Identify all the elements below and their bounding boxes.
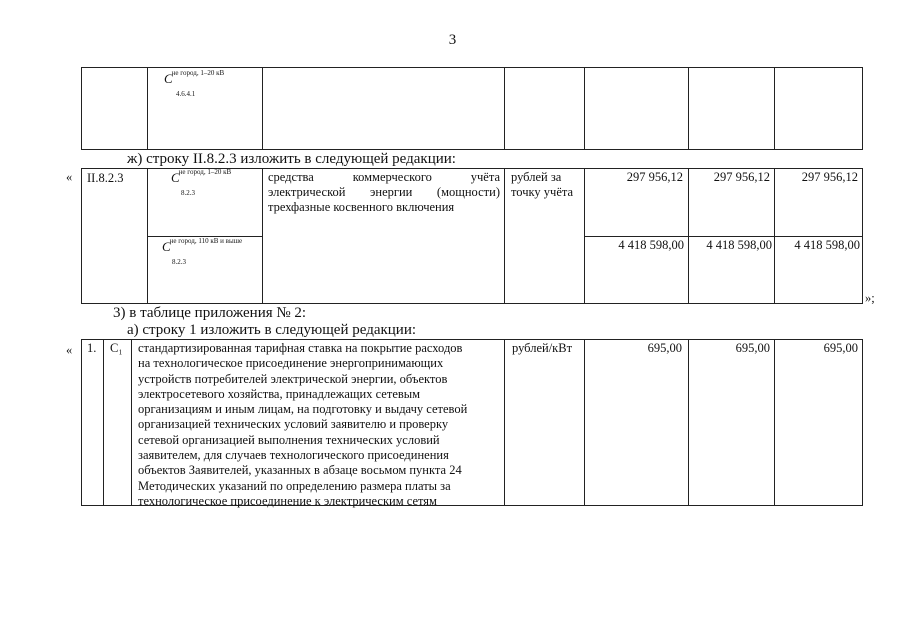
value-cell: 4 418 598,00 bbox=[618, 238, 684, 252]
rate-description: стандартизированная тарифная ставка на покрытие расходов на технологическое присоединение энергопринимающих устройств потребителей электрической энергии, объектов электросетевого хозяйства, принадлежащих сетевым организациям и иным лицам, на подготовку и выдачу сетевой организацией технических условий заявителю и проверку сетевой организацией выполнения технических условий заявителем, для случаев технологического присоединения объектов Заявителей, указанных в абзаце восьмом пункта 24 Методических указаний по определению размера платы за технологическое присоединение к электрическим сетям bbox=[138, 341, 468, 508]
value-cell: 297 956,12 bbox=[626, 170, 683, 184]
value-cell: 695,00 bbox=[647, 341, 682, 355]
unit-line-2: точку учёта bbox=[511, 185, 574, 199]
value-cell: 4 418 598,00 bbox=[794, 238, 860, 252]
open-quote: « bbox=[66, 170, 73, 184]
section-zh-heading: ж) строку II.8.2.3 изложить в следующей редакции: bbox=[127, 151, 456, 167]
description-line-3: трехфазные косвенного включения bbox=[268, 200, 455, 214]
row-number: 1. bbox=[87, 341, 97, 355]
value-cell: 4 418 598,00 bbox=[706, 238, 772, 252]
page-number: 3 bbox=[448, 32, 457, 48]
tariff-code: C₁ bbox=[110, 341, 123, 355]
row-id: II.8.2.3 bbox=[87, 171, 124, 185]
unit-line-1: рублей за bbox=[511, 170, 562, 184]
value-cell: 695,00 bbox=[823, 341, 858, 355]
value-cell: 297 956,12 bbox=[801, 170, 858, 184]
value-cell: 695,00 bbox=[735, 341, 770, 355]
description-line-2: электрической энергии (мощности) bbox=[268, 185, 500, 199]
tariff-coefficient-1: $C^{не город, 1-20 кВ}$ 8.2.3 bbox=[171, 168, 232, 197]
section-3-subheading: а) строку 1 изложить в следующей редакции: bbox=[127, 322, 417, 338]
value-cell: 297 956,12 bbox=[713, 170, 770, 184]
open-quote: « bbox=[66, 343, 73, 357]
tariff-coefficient-2: $C^{не город, 110 кВ и выше}$ 8.2.3 bbox=[162, 237, 243, 266]
close-quote: »; bbox=[865, 291, 875, 305]
section-3-heading: 3) в таблице приложения № 2: bbox=[113, 305, 307, 321]
tariff-coefficient: $C^{не город, 1-20 кВ}$ 4.6.4.1 bbox=[164, 69, 225, 98]
description-line-1: средства коммерческого учёта bbox=[268, 170, 500, 184]
unit-cell: рублей/кВт bbox=[512, 341, 573, 355]
